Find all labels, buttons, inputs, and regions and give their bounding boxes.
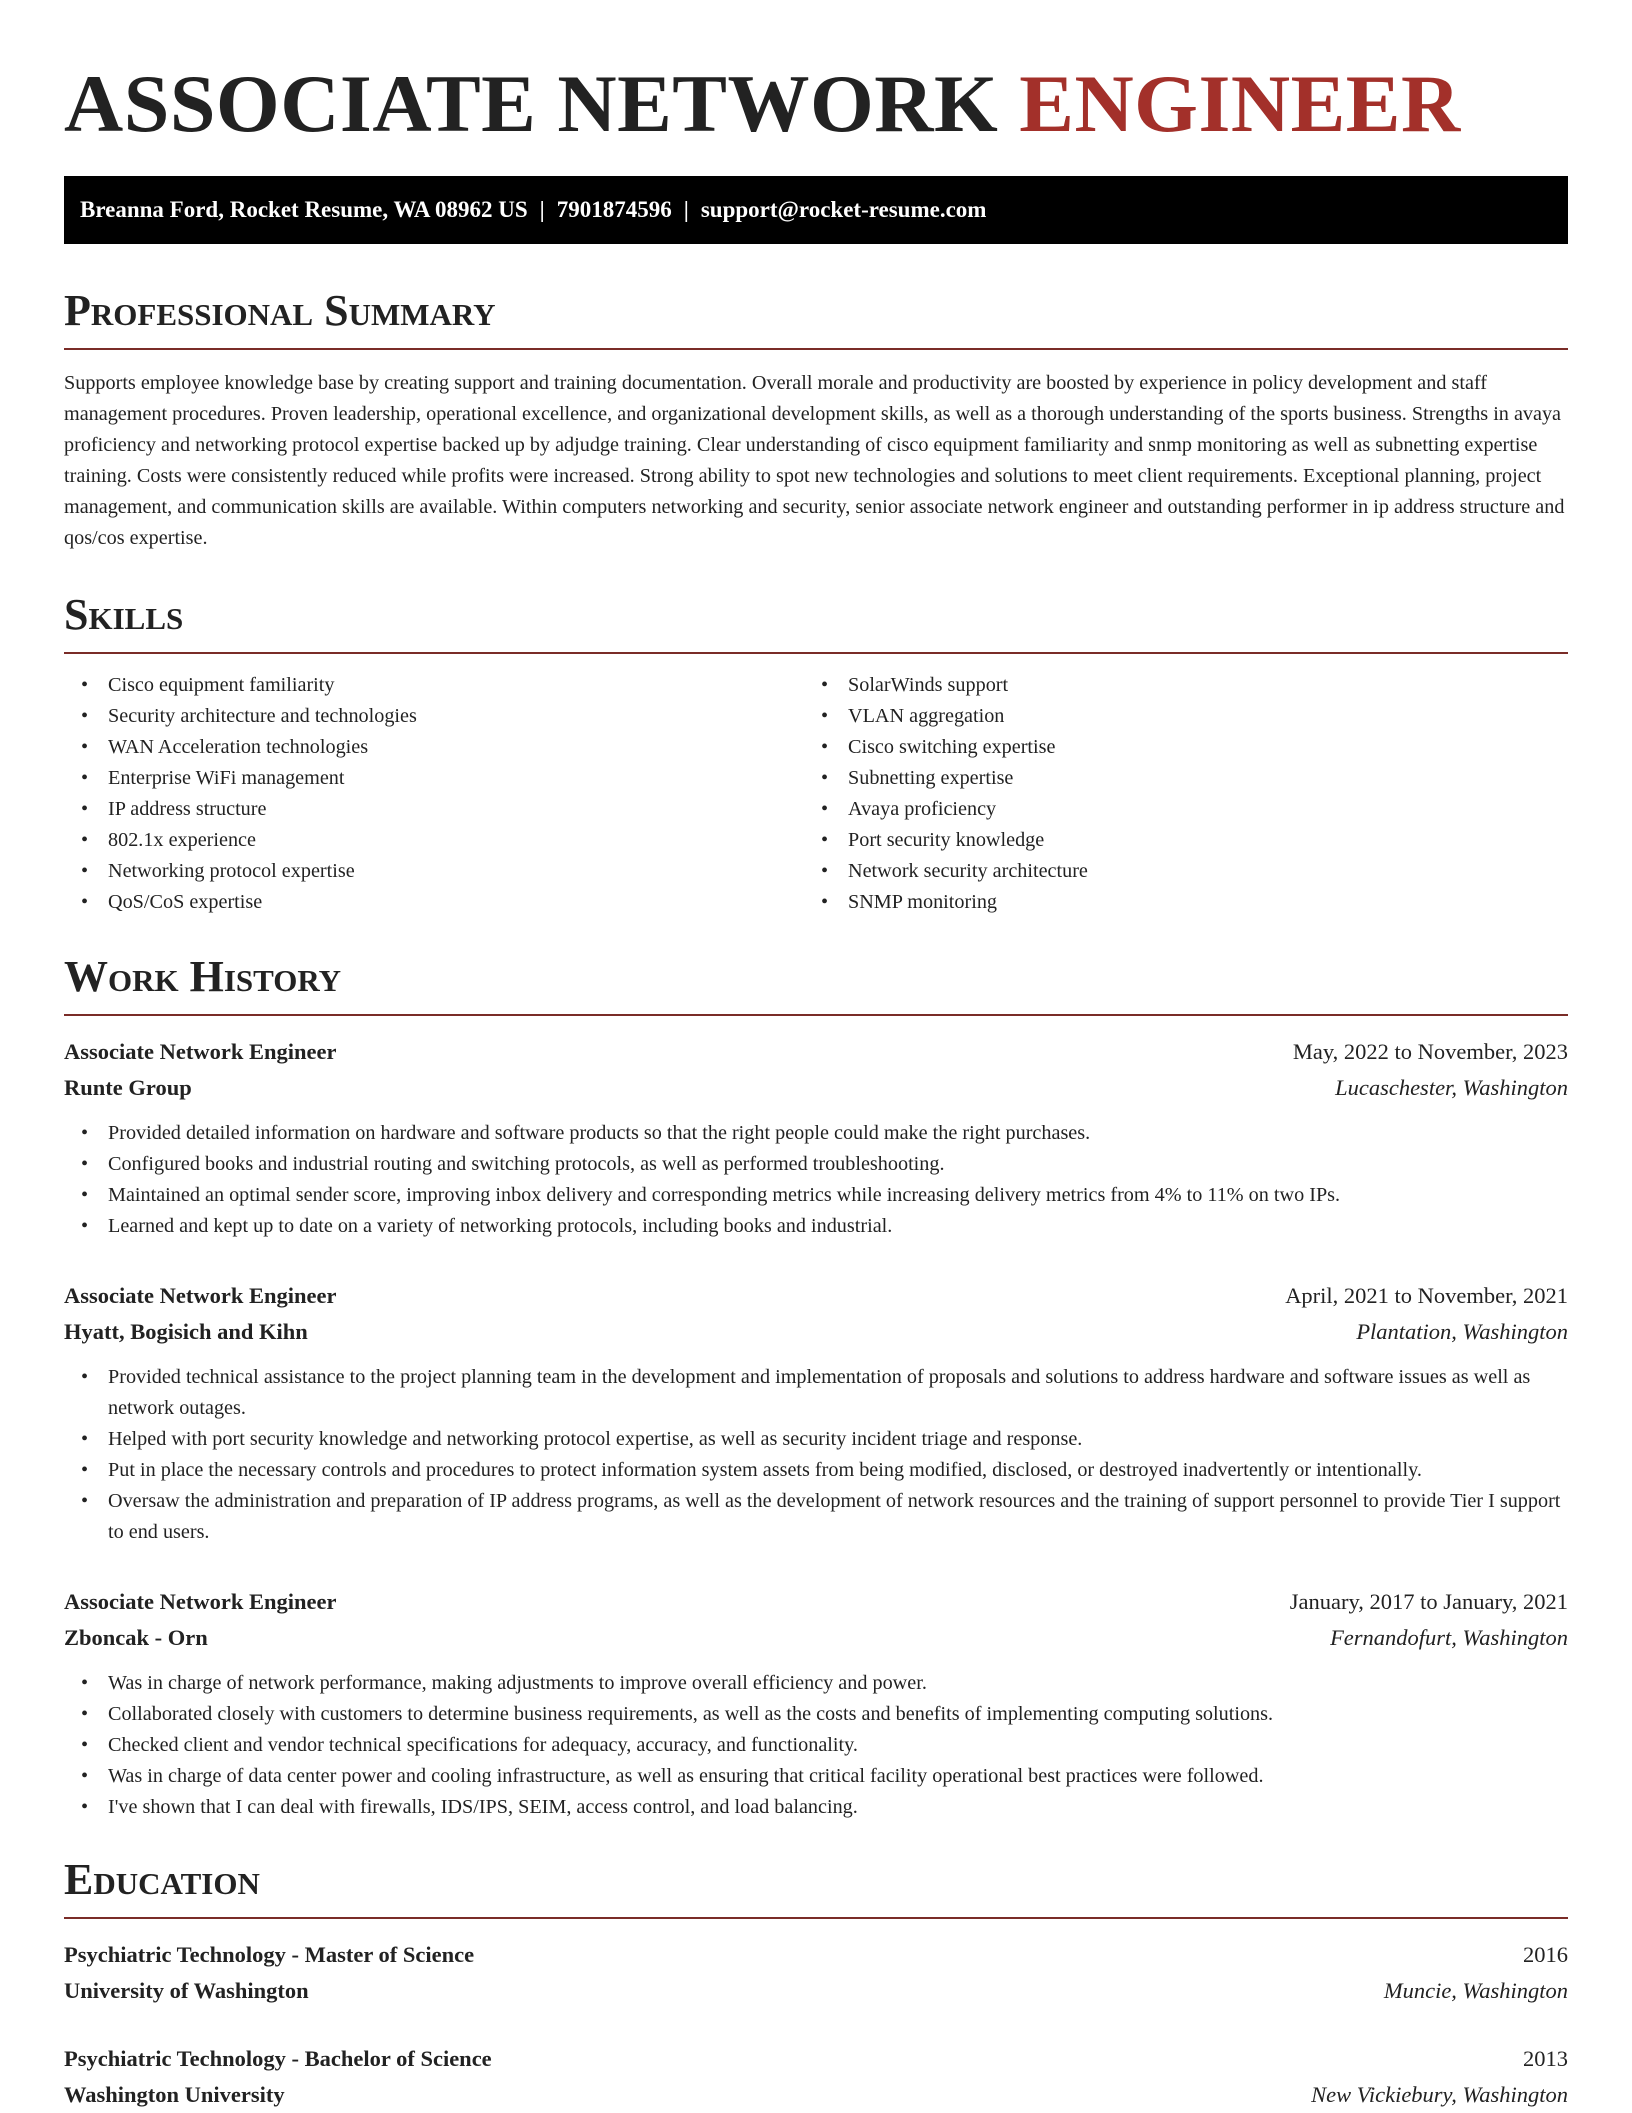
contact-separator: |	[539, 197, 545, 222]
education-degree: Psychiatric Technology - Master of Science	[64, 1942, 475, 1967]
job-location: Plantation, Washington	[1356, 1319, 1568, 1344]
summary-text: Supports employee knowledge base by creating support and training documentation. Overall morale and productivity are boosted by experience in policy development and staff management procedures. Proven leadership, operational excellence, and organizational development skills, as well as a thorough understanding of the sports business. Strengths in avaya proficiency and networking protocol expertise backed up by adjudge training. Clear understanding of cisco equipment familiarity and snmp monitoring as well as subnetting expertise training. Costs were consistently reduced while profits were increased. Strong ability to spot new technologies and solutions to meet client requirements. Exceptional planning, project management, and communication skills are available. Within computers networking and security, senior associate network engineer and outstanding performer in ip address structure and qos/cos expertise.	[64, 372, 1565, 549]
skills-section	[64, 588, 1568, 918]
contact-email: support@rocket-resume.com	[700, 197, 987, 222]
job-title: Associate Network Engineer	[64, 1589, 337, 1614]
resume-title	[64, 0, 1568, 150]
job-bullet: • I've shown that I can deal with firewalls, IDS/IPS, SEIM, access control, and load balancing.	[64, 1792, 1568, 1823]
job-bullets	[64, 1362, 1568, 1548]
skill-item: • Enterprise WiFi management	[64, 763, 804, 794]
education-year: 2013	[1523, 2046, 1568, 2071]
skill-item: • IP address structure	[64, 794, 804, 825]
job-title: Associate Network Engineer	[64, 1039, 337, 1064]
job-company-row	[64, 1314, 1568, 1350]
job-bullet: • Configured books and industrial routing and switching protocols, as well as performed troubleshooting.	[64, 1149, 1568, 1180]
job-bullet: • Collaborated closely with customers to determine business requirements, as well as the costs and benefits of implementing computing solutions.	[64, 1699, 1568, 1730]
job-header-row	[64, 1034, 1568, 1070]
section-divider	[64, 348, 1568, 350]
skill-item: • WAN Acceleration technologies	[64, 732, 804, 763]
skills-list-left	[64, 670, 804, 918]
job-entry	[64, 1034, 1568, 1242]
job-company-row	[64, 1070, 1568, 1106]
work-section	[64, 950, 1568, 1823]
skill-item: • Cisco equipment familiarity	[64, 670, 804, 701]
job-entry	[64, 1584, 1568, 1823]
education-degree-row	[64, 1937, 1568, 1973]
job-location: Lucaschester, Washington	[1335, 1075, 1568, 1100]
skill-item: • Networking protocol expertise	[64, 856, 804, 887]
education-school: University of Washington	[64, 1978, 309, 2003]
job-bullet: • Was in charge of network performance, making adjustments to improve overall efficiency and power.	[64, 1668, 1568, 1699]
skill-item: • Port security knowledge	[804, 825, 1544, 856]
job-dates: April, 2021 to November, 2021	[1285, 1283, 1568, 1308]
job-bullet: • Checked client and vendor technical specifications for adequacy, accuracy, and functionality.	[64, 1730, 1568, 1761]
contact-separator: |	[683, 197, 689, 222]
section-divider	[64, 652, 1568, 654]
education-school: Washington University	[64, 2082, 285, 2107]
education-location: Muncie, Washington	[1383, 1978, 1568, 2003]
job-bullets	[64, 1118, 1568, 1242]
education-degree: Psychiatric Technology - Bachelor of Science	[64, 2046, 492, 2071]
job-entry	[64, 1278, 1568, 1548]
skill-item: • Subnetting expertise	[804, 763, 1544, 794]
skill-item: • 802.1x experience	[64, 825, 804, 856]
title-part-1: ASSOCIATE NETWORK	[64, 58, 999, 149]
education-entry	[64, 1937, 1568, 2009]
job-bullet: • Oversaw the administration and preparation of IP address programs, as well as the development of network resources and the training of support personnel to provide Tier I support to end users.	[64, 1486, 1568, 1548]
education-location: New Vickiebury, Washington	[1311, 2082, 1568, 2107]
job-company: Hyatt, Bogisich and Kihn	[64, 1319, 308, 1344]
skill-item: • Avaya proficiency	[804, 794, 1544, 825]
title-part-2: ENGINEER	[1019, 58, 1461, 149]
job-bullet: • Put in place the necessary controls and procedures to protect information system assets from being modified, disclosed, or destroyed inadvertently or intentionally.	[64, 1455, 1568, 1486]
skills-heading: Skills	[64, 590, 184, 639]
education-degree-row	[64, 2041, 1568, 2077]
contact-phone: 7901874596	[556, 197, 672, 222]
skill-item: • Security architecture and technologies	[64, 701, 804, 732]
summary-section	[64, 284, 1568, 554]
summary-heading: Professional Summary	[64, 286, 496, 335]
education-entry	[64, 2041, 1568, 2113]
education-school-row	[64, 2077, 1568, 2113]
job-bullet: • Learned and kept up to date on a variety of networking protocols, including books and industrial.	[64, 1211, 1568, 1242]
job-header-row	[64, 1278, 1568, 1314]
contact-address: Breanna Ford, Rocket Resume, WA 08962 US	[80, 197, 528, 222]
section-divider	[64, 1917, 1568, 1919]
job-bullets	[64, 1668, 1568, 1823]
job-dates: May, 2022 to November, 2023	[1292, 1039, 1568, 1064]
job-bullet: • Was in charge of data center power and cooling infrastructure, as well as ensuring that critical facility operational best practices were followed.	[64, 1761, 1568, 1792]
job-company: Runte Group	[64, 1075, 192, 1100]
skills-list-right	[804, 670, 1544, 918]
skill-item: • Network security architecture	[804, 856, 1544, 887]
skill-item: • Cisco switching expertise	[804, 732, 1544, 763]
education-section	[64, 1853, 1568, 2113]
job-bullet: • Provided technical assistance to the project planning team in the development and implementation of proposals and solutions to address hardware and software issues as well as network outages.	[64, 1362, 1568, 1424]
section-divider	[64, 1014, 1568, 1016]
skills-grid	[64, 670, 1568, 918]
job-bullet: • Helped with port security knowledge and networking protocol expertise, as well as security incident triage and response.	[64, 1424, 1568, 1455]
job-company-row	[64, 1620, 1568, 1656]
skill-item: • SNMP monitoring	[804, 887, 1544, 918]
job-dates: January, 2017 to January, 2021	[1289, 1589, 1568, 1614]
job-title: Associate Network Engineer	[64, 1283, 337, 1308]
work-heading: Work History	[64, 952, 342, 1001]
skill-item: • VLAN aggregation	[804, 701, 1544, 732]
education-year: 2016	[1523, 1942, 1568, 1967]
education-heading: Education	[64, 1855, 260, 1904]
job-company: Zboncak - Orn	[64, 1625, 208, 1650]
skill-item: • SolarWinds support	[804, 670, 1544, 701]
job-header-row	[64, 1584, 1568, 1620]
skill-item: • QoS/CoS expertise	[64, 887, 804, 918]
job-bullet: • Maintained an optimal sender score, improving inbox delivery and corresponding metrics while increasing delivery metrics from 4% to 11% on two IPs.	[64, 1180, 1568, 1211]
job-location: Fernandofurt, Washington	[1330, 1625, 1568, 1650]
education-school-row	[64, 1973, 1568, 2009]
job-bullet: • Provided detailed information on hardware and software products so that the right people could make the right purchases.	[64, 1118, 1568, 1149]
contact-bar	[64, 176, 1568, 244]
